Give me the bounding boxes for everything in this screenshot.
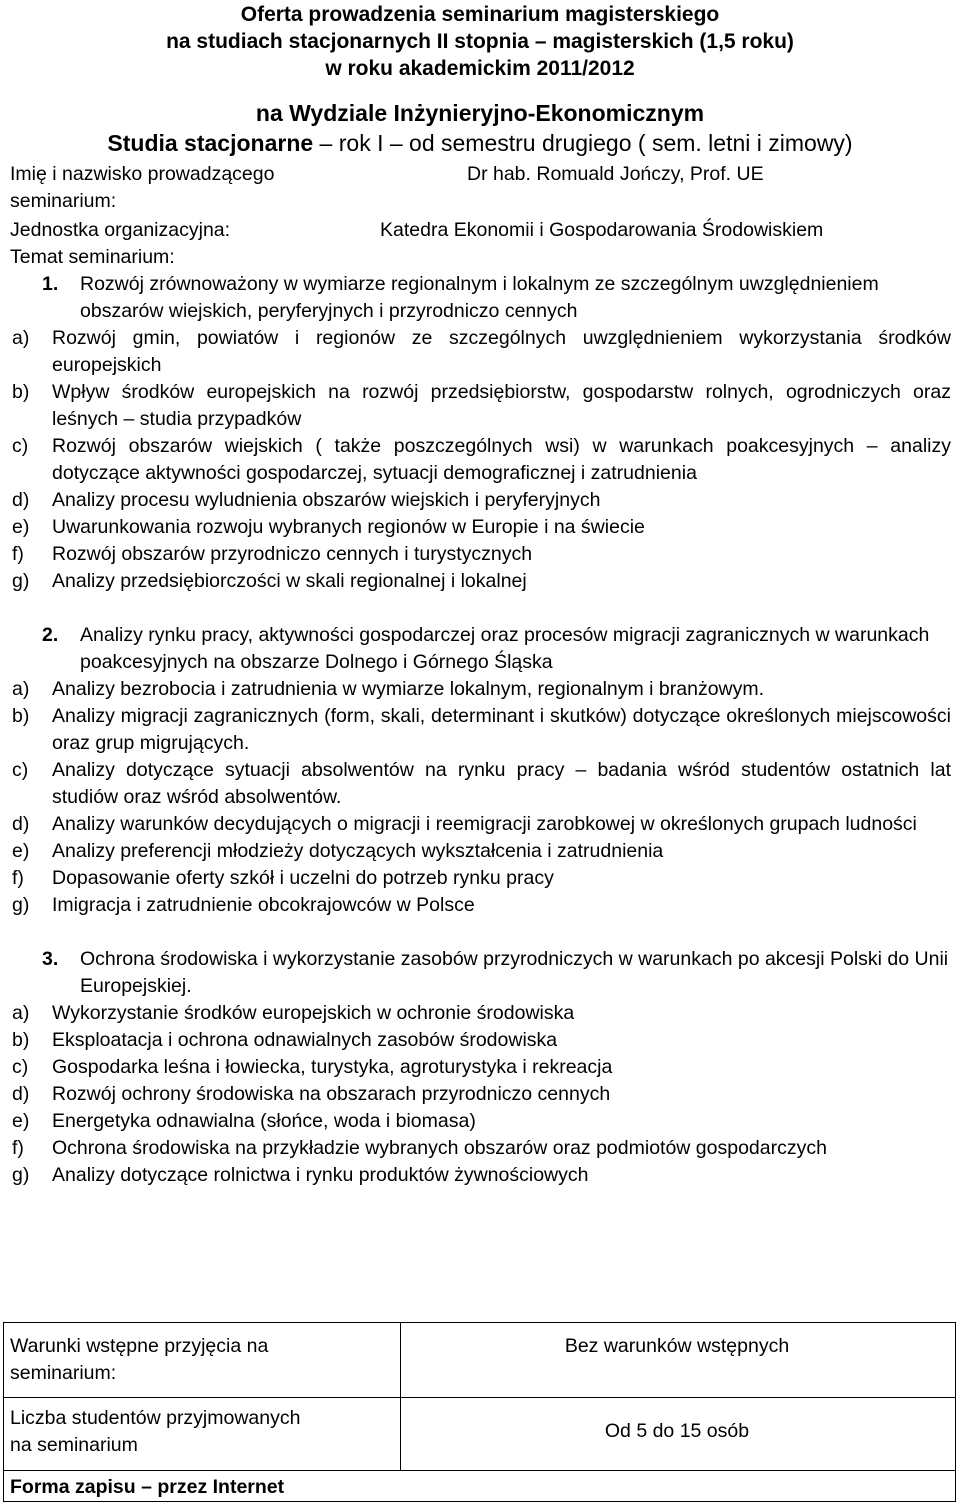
document-subtitle (0, 98, 960, 158)
list-text: Gospodarka leśna i łowiecka, turystyka, agroturystyka i rekreacja (52, 1056, 613, 1078)
list-letter: f) (12, 867, 24, 889)
topic-title: Analizy rynku pracy, aktywności gospodarczej oraz procesów migracji zagranicznych w warunkach poakcesyjnych na obszarze Dolnego i Górnego Śląska (80, 624, 930, 673)
list-letter: d) (12, 813, 30, 835)
list-letter: g) (12, 894, 30, 916)
list-text: Wykorzystanie środków europejskich w ochronie środowiska (52, 1002, 575, 1024)
list-item (10, 757, 951, 811)
list-text: Analizy przedsiębiorczości w skali regionalnej i lokalnej (52, 570, 527, 592)
topic-number: 1. (42, 273, 59, 295)
list-text: Rozwój gmin, powiatów i regionów ze szczególnych uwzględnieniem wykorzystania środków europejskich (52, 327, 951, 376)
spacer (10, 919, 951, 946)
topics-list (10, 271, 951, 1189)
list-item (10, 703, 951, 757)
list-text: Dopasowanie oferty szkół i uczelni do potrzeb rynku pracy (52, 867, 554, 889)
list-letter: a) (12, 327, 30, 349)
list-letter: c) (12, 759, 29, 781)
lecturer-value: Dr hab. Romuald Jończy, Prof. UE (467, 163, 764, 185)
spacer (10, 595, 951, 622)
list-item (10, 514, 951, 541)
topic-title: Ochrona środowiska i wykorzystanie zasobów przyrodniczych w warunkach po akcesji Polski do Unii Europejskiej. (80, 948, 949, 997)
list-letter: c) (12, 1056, 29, 1078)
list-letter: d) (12, 489, 30, 511)
list-item (10, 487, 951, 514)
student-count-label-line-2: na seminarium (10, 1434, 138, 1456)
list-letter: b) (12, 705, 30, 727)
list-item (10, 1081, 951, 1108)
list-letter: c) (12, 435, 29, 457)
list-letter: e) (12, 840, 30, 862)
list-item (10, 811, 951, 838)
list-text: Rozwój obszarów przyrodniczo cennych i turystycznych (52, 543, 533, 565)
lecturer-label-line-2: seminarium: (10, 190, 117, 212)
list-text: Rozwój ochrony środowiska na obszarach przyrodniczo cennych (52, 1083, 611, 1105)
topic-number: 2. (42, 624, 59, 646)
title-line-3: w roku akademickim 2011/2012 (325, 57, 635, 80)
list-letter: a) (12, 678, 30, 700)
list-text: Analizy preferencji młodzieży dotyczących wykształcenia i zatrudnienia (52, 840, 664, 862)
topic-label: Temat seminarium: (10, 246, 175, 268)
list-text: Analizy bezrobocia i zatrudnienia w wymiarze lokalnym, regionalnym i branżowym. (52, 678, 765, 700)
list-item (10, 1162, 951, 1189)
list-text: Rozwój obszarów wiejskich ( także poszczególnych wsi) w warunkach poakcesyjnych – analizy dotyczące aktywności gospodarczej, sytuacji demograficznej i zatrudnienia (52, 435, 951, 484)
list-text: Analizy dotyczące rolnictwa i rynku produktów żywnościowych (52, 1164, 589, 1186)
list-letter: f) (12, 1137, 24, 1159)
title-line-2: na studiach stacjonarnych II stopnia – magisterskich (1,5 roku) (166, 30, 794, 53)
list-item (10, 1054, 951, 1081)
table-divider (3, 1470, 956, 1471)
list-text: Analizy procesu wyludnienia obszarów wiejskich i peryferyjnych (52, 489, 601, 511)
list-letter: f) (12, 543, 24, 565)
lecturer-label-line-1: Imię i nazwisko prowadzącego (10, 163, 275, 185)
student-count-label (10, 1405, 300, 1459)
list-item (10, 541, 951, 568)
list-letter: e) (12, 516, 30, 538)
list-item (10, 379, 951, 433)
title-line-1: Oferta prowadzenia seminarium magisterskiego (240, 3, 720, 26)
list-item (10, 1000, 951, 1027)
requirements-label (10, 1333, 268, 1387)
list-item (10, 865, 951, 892)
student-count-label-line-1: Liczba studentów przyjmowanych (10, 1407, 301, 1429)
list-item (10, 1108, 951, 1135)
enrollment-form-label: Forma zapisu – przez Internet (10, 1476, 285, 1498)
list-text: Uwarunkowania rozwoju wybranych regionów w Europie i na świecie (52, 516, 645, 538)
list-letter: g) (12, 570, 30, 592)
list-text: Analizy warunków decydujących o migracji i reemigracji zarobkowej w określonych grupach ludności (52, 813, 917, 835)
list-text: Imigracja i zatrudnienie obcokrajowców w Polsce (52, 894, 475, 916)
list-text: Analizy migracji zagranicznych (form, skali, determinant i skutków) dotyczące określonych miejscowości oraz grup migrujących. (52, 705, 951, 754)
list-text: Wpływ środków europejskich na rozwój przedsiębiorstw, gospodarstw rolnych, ogrodniczych oraz leśnych – studia przypadków (52, 381, 951, 430)
list-letter: a) (12, 1002, 30, 1024)
list-letter: e) (12, 1110, 30, 1132)
topic-number: 3. (42, 948, 59, 970)
unit-label: Jednostka organizacyjna: (10, 219, 231, 241)
student-count-value: Od 5 do 15 osób (604, 1420, 750, 1442)
topic-1 (10, 271, 951, 325)
topic-title: Rozwój zrównoważony w wymiarze regionalnym i lokalnym ze szczególnym uwzględnieniem obszarów wiejskich, peryferyjnych i przyrodniczo cennych (80, 273, 879, 322)
list-letter: g) (12, 1164, 30, 1186)
unit-value: Katedra Ekonomii i Gospodarowania Środowiskiem (380, 219, 824, 241)
list-text: Ochrona środowiska na przykładzie wybranych obszarów oraz podmiotów gospodarczych (52, 1137, 827, 1159)
requirements-value: Bez warunków wstępnych (564, 1335, 790, 1357)
list-item (10, 676, 951, 703)
topic-3 (10, 946, 951, 1000)
table-divider (3, 1397, 956, 1398)
study-mode-line: Studia stacjonarne – rok I – od semestru drugiego ( sem. letni i zimowy) (107, 130, 853, 156)
list-item (10, 433, 951, 487)
list-item (10, 838, 951, 865)
requirements-label-line-1: Warunki wstępne przyjęcia na (10, 1335, 269, 1357)
list-letter: d) (12, 1083, 30, 1105)
list-text: Analizy dotyczące sytuacji absolwentów na rynku pracy – badania wśród studentów ostatnich lat studiów oraz wśród absolwentów. (52, 759, 951, 808)
requirements-label-line-2: seminarium: (10, 1362, 117, 1384)
lecturer-label (10, 161, 274, 215)
list-item (10, 1135, 951, 1162)
list-letter: b) (12, 1029, 30, 1051)
topic-2 (10, 622, 951, 676)
list-letter: b) (12, 381, 30, 403)
list-text: Energetyka odnawialna (słońce, woda i biomasa) (52, 1110, 476, 1132)
list-item (10, 325, 951, 379)
faculty-line: na Wydziale Inżynieryjno-Ekonomicznym (255, 100, 705, 126)
document-title (0, 0, 960, 82)
list-item (10, 1027, 951, 1054)
list-text: Eksploatacja i ochrona odnawialnych zasobów środowiska (52, 1029, 558, 1051)
list-item (10, 892, 951, 919)
list-item (10, 568, 951, 595)
